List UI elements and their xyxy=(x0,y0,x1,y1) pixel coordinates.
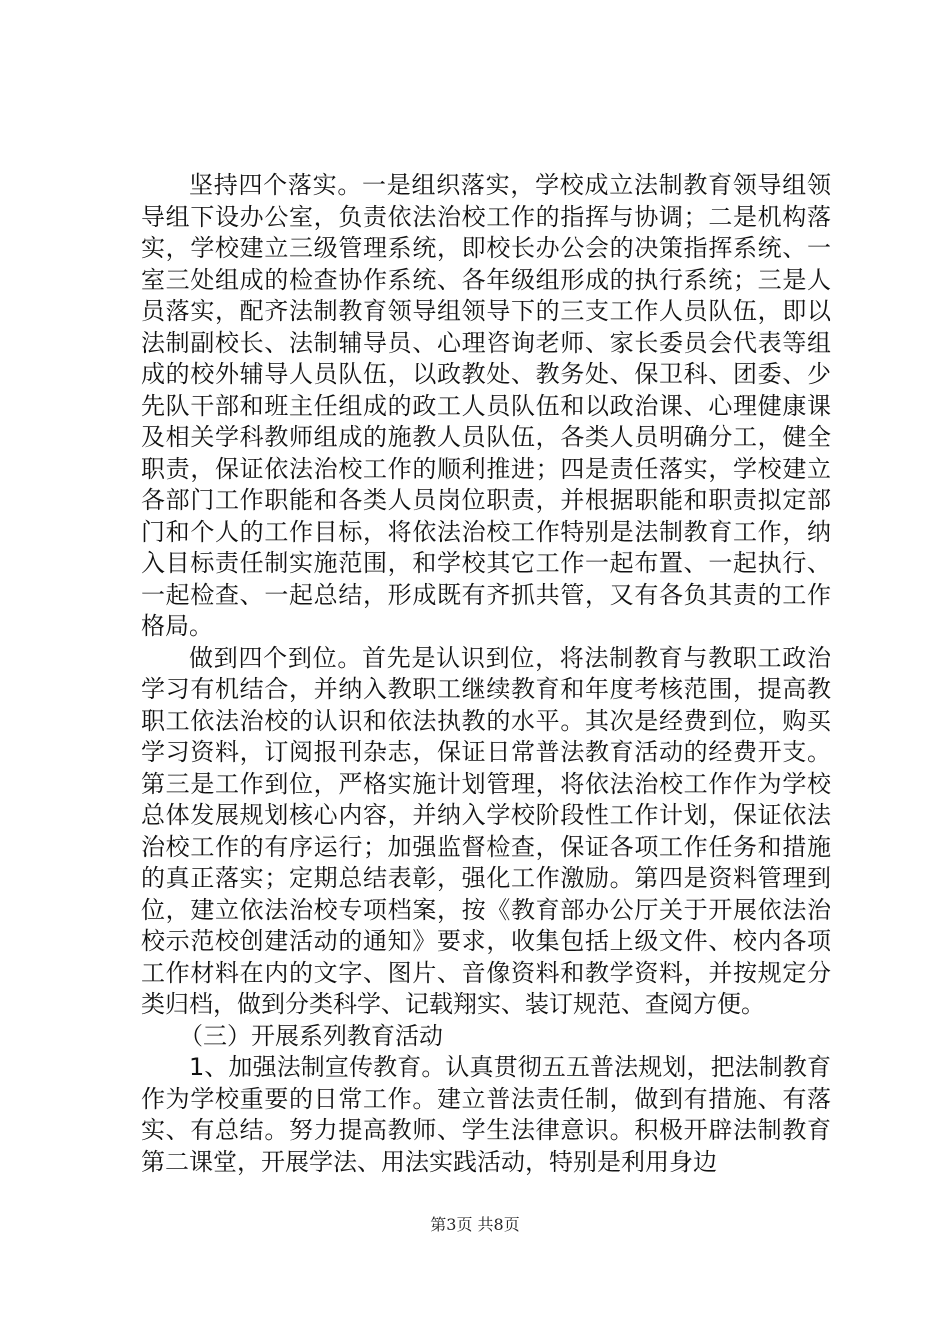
section-heading: （三）开展系列教育活动 xyxy=(179,1021,443,1050)
document-body xyxy=(141,170,831,1178)
paragraph-four-implementations: 坚持四个落实。一是组织落实，学校成立法制教育领导组领导组下设办公室，负责依法治校工作的指挥与协调；二是机构落实，学校建立三级管理系统，即校长办公会的决策指挥系统、一室三处组成的检查协作系统、各年级组形成的执行系统；三是人员落实，配齐法制教育领导组领导下的三支工作人员队伍，即以法制副校长、法制辅导员、心理咨询老师、家长委员会代表等组成的校外辅导人员队伍，以政教处、教务处、保卫科、团委、少先队干部和班主任组成的政工人员队伍和以政治课、心理健康课及相关学科教师组成的施教人员队伍，各类人员明确分工，健全职责，保证依法治校工作的顺利推进；四是责任落实，学校建立各部门工作职能和各类人员岗位职责，并根据职能和职责拟定部门和个人的工作目标，将依法治校工作特别是法制教育工作，纳入目标责任制实施范围，和学校其它工作一起布置、一起执行、一起检查、一起总结，形成既有齐抓共管，又有各负其责的工作格局。 xyxy=(141,171,831,640)
page-footer: 第3页 共8页 xyxy=(430,1215,520,1234)
paragraph-text: 认真贯彻五五普法规划，把法制教育作为学校重要的日常工作。建立普法责任制，做到有措施、有落实、有总结。努力提高教师、学生法律意识。积极开辟法制教育第二课堂，开展学法、用法实践活动，特别是利用身边 xyxy=(141,1053,831,1176)
paragraph-four-in-place: 做到四个到位。首先是认识到位，将法制教育与教职工政治学习有机结合，并纳入教职工继续教育和年度考核范围，提高教职工依法治校的认识和依法执教的水平。其次是经费到位，购买学习资料，订阅报刊杂志，保证日常普法教育活动的经费开支。第三是工作到位，严格实施计划管理，将依法治校工作作为学校总体发展规划核心内容，并纳入学校阶段性工作计划，保证依法治校工作的有序运行；加强监督检查，保证各项工作任务和措施的真正落实；定期总结表彰，强化工作激励。第四是资料管理到位，建立依法治校专项档案，按《教育部办公厅关于开展依法治校示范校创建活动的通知》要求，收集包括上级文件、校内各项工作材料在内的文字、图片、音像资料和教学资料，并按规定分类归档，做到分类科学、记载翔实、装订规范、查阅方便。 xyxy=(141,643,831,1018)
paragraph-lead: 1、加强法制宣传教育。 xyxy=(189,1053,446,1081)
paragraph-legal-publicity xyxy=(141,1052,831,1178)
